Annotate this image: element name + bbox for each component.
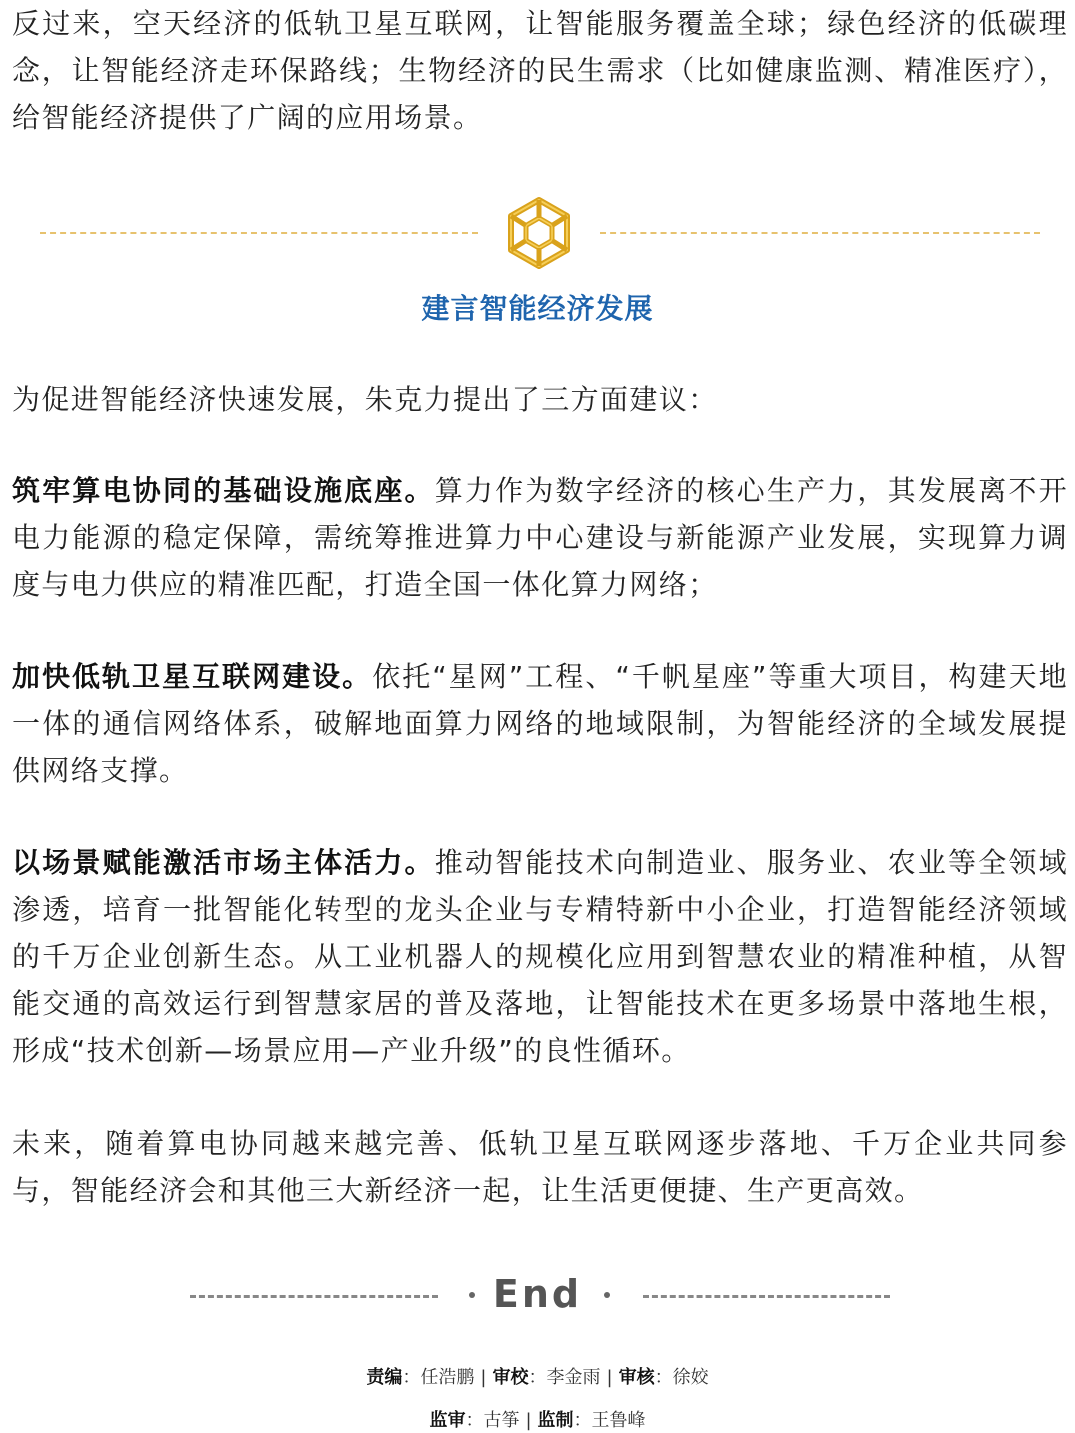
- editor-name: 任浩鹏: [420, 1367, 475, 1388]
- end-dot-right: [604, 1292, 610, 1298]
- suggestion-body-2: 依托“星网”工程、“千帆星座”等重大项目，构建天地一体的通信网络体系，破解地面算力网络的地域限制，为智能经济的全域发展提供网络支撑。: [12, 660, 1068, 787]
- producer-label: 监制: [537, 1410, 574, 1431]
- suggestion-paragraph-1: [12, 467, 1068, 608]
- closing-paragraph: 未来，随着算电协同越来越完善、低轨卫星互联网逐步落地、千万企业共同参与，智能经济会和其他三大新经济一起，让生活更便捷、生产更高效。: [12, 1127, 1068, 1207]
- end-marker: [0, 1262, 1075, 1332]
- reviewer-name: 徐姣: [672, 1367, 709, 1388]
- end-dashes-right: [643, 1295, 890, 1298]
- suggestion-paragraph-2: [12, 653, 1068, 794]
- credit-separator: |: [606, 1367, 613, 1388]
- end-label: End: [492, 1272, 583, 1316]
- suggestion-heading-1: 筑牢算电协同的基础设施底座。: [12, 474, 435, 507]
- section-title: 建言智能经济发展: [421, 292, 654, 325]
- credit-separator: |: [525, 1410, 532, 1431]
- suggestion-body-3: 推动智能技术向制造业、服务业、农业等全领域渗透，培育一批智能化转型的龙头企业与专精特新中小企业，打造智能经济领域的千万企业创新生态。从工业机器人的规模化应用到智慧农业的精准种植，从智能交通的高效运行到智慧家居的普及落地，让智能技术在更多场景中落地生根，形成“技术创新—场景应用—产业升级”的良性循环。: [12, 846, 1068, 1067]
- proofreader-name: 李金雨: [546, 1367, 601, 1388]
- credits-line-2: 监审：古筝 | 监制：王鲁峰: [429, 1410, 646, 1431]
- supervisor-label: 监审: [429, 1410, 466, 1431]
- golden-hexagon-ornament-icon: [502, 196, 576, 270]
- editor-label: 责编: [366, 1367, 403, 1388]
- suggestion-heading-2: 加快低轨卫星互联网建设。: [12, 660, 373, 693]
- supervisor-name: 古筝: [483, 1410, 520, 1431]
- proofreader-label: 审校: [492, 1367, 529, 1388]
- section-divider-right: [600, 232, 1040, 234]
- lead-paragraph: 为促进智能经济快速发展，朱克力提出了三方面建议：: [12, 383, 718, 416]
- suggestion-body-1: 算力作为数字经济的核心生产力，其发展离不开电力能源的稳定保障，需统筹推进算力中心建设与新能源产业发展，实现算力调度与电力供应的精准匹配，打造全国一体化算力网络；: [12, 474, 1068, 601]
- credit-separator: |: [480, 1367, 487, 1388]
- credits-line-1: 责编：任浩鹏 | 审校：李金雨 | 审核：徐姣: [366, 1367, 709, 1388]
- suggestion-heading-3: 以场景赋能激活市场主体活力。: [12, 846, 435, 879]
- producer-name: 王鲁峰: [591, 1410, 646, 1431]
- intro-paragraph: 反过来，空天经济的低轨卫星互联网，让智能服务覆盖全球；绿色经济的低碳理念，让智能经济走环保路线；生物经济的民生需求（比如健康监测、精准医疗），给智能经济提供了广阔的应用场景。: [12, 7, 1068, 134]
- suggestion-paragraph-3: [12, 839, 1068, 1074]
- section-divider-left: [40, 232, 478, 234]
- reviewer-label: 审核: [618, 1367, 655, 1388]
